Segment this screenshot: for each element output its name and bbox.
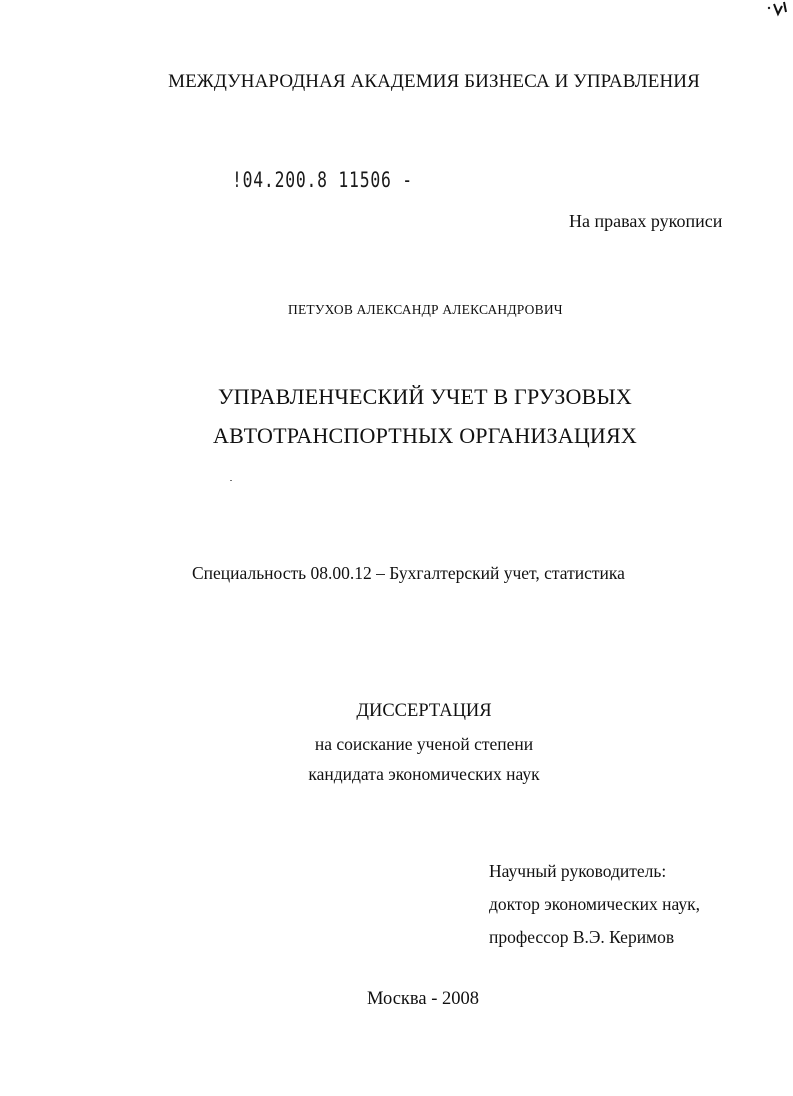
degree-line-1: на соискание ученой степени [314, 734, 534, 754]
degree-line-2: кандидата экономических наук [308, 764, 540, 784]
scan-mark-icon [766, 0, 790, 18]
registration-stamp: !04.200.8 11506 - [232, 168, 413, 192]
advisor-role: Научный руководитель: [489, 861, 667, 881]
title-line-2: АВТОТРАНСПОРТНЫХ ОРГАНИЗАЦИЯХ [213, 423, 637, 448]
city-year: Москва - 2008 [367, 989, 480, 1009]
advisor-name: профессор В.Э. Керимов [489, 927, 675, 947]
scan-speck [230, 480, 232, 481]
speciality: Специальность 08.00.12 – Бухгалтерский учет, статистика [192, 563, 625, 583]
rights-note: На правах рукописи [569, 211, 723, 231]
dissertation-type: ДИССЕРТАЦИЯ [356, 701, 492, 721]
author-name: ПЕТУХОВ АЛЕКСАНДР АЛЕКСАНДРОВИЧ [288, 302, 563, 317]
academy-name: МЕЖДУНАРОДНАЯ АКАДЕМИЯ БИЗНЕСА И УПРАВЛЕНИЯ [168, 71, 700, 92]
advisor-degree: доктор экономических наук, [489, 894, 700, 914]
title-line-1: УПРАВЛЕНЧЕСКИЙ УЧЕТ В ГРУЗОВЫХ [218, 384, 632, 409]
